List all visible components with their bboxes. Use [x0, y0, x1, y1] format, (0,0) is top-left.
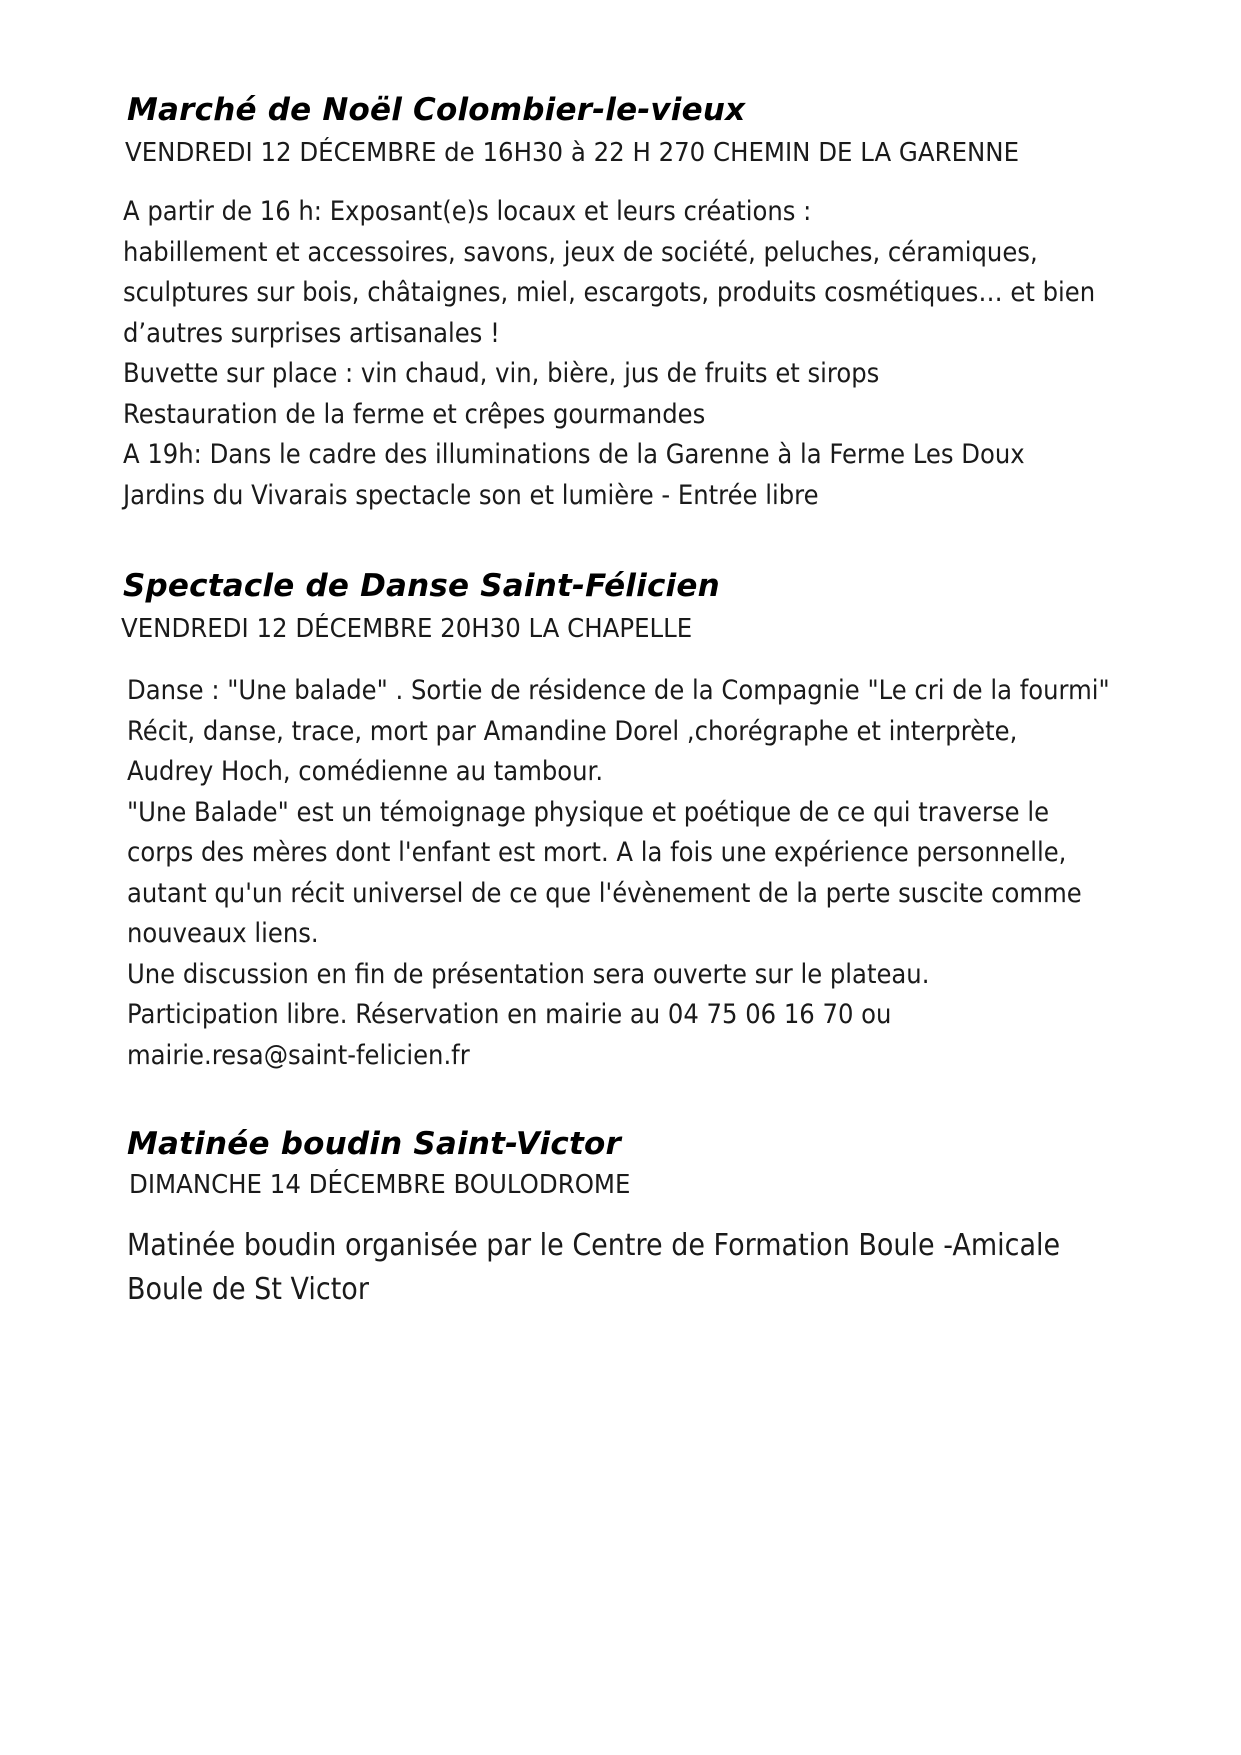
description-line: Jardins du Vivarais spectacle son et lumière - Entrée libre	[123, 479, 819, 511]
description-line: A 19h: Dans le cadre des illuminations de la Garenne à la Ferme Les Doux	[123, 439, 1025, 470]
description-line: Audrey Hoch, comédienne au tambour.	[127, 756, 604, 787]
description-line: Danse : "Une balade" . Sortie de résidence de la Compagnie "Le cri de la fourmi"	[127, 675, 1110, 706]
description-line: Participation libre. Réservation en mairie au 04 75 06 16 70 ou	[127, 999, 892, 1030]
event-date-location: VENDREDI 12 DÉCEMBRE de 16H30 à 22 H 270 CHEMIN DE LA GARENNE	[125, 138, 1020, 168]
description-line: mairie.resa@saint-felicien.fr	[127, 1039, 470, 1071]
description-line: A partir de 16 h: Exposant(e)s locaux et leurs créations :	[123, 196, 812, 227]
description-line: corps des mères dont l'enfant est mort. A la fois une expérience personnelle,	[127, 837, 1067, 868]
description-line: "Une Balade" est un témoignage physique et poétique de ce qui traverse le	[127, 796, 1050, 828]
description-line: sculptures sur bois, châtaignes, miel, escargots, produits cosmétiques… et bien	[123, 277, 1096, 308]
event-date-location: DIMANCHE 14 DÉCEMBRE BOULODROME	[129, 1170, 631, 1200]
event-title: Matinée boudin Saint-Victor	[127, 1126, 621, 1162]
description-line: Buvette sur place : vin chaud, vin, bière, jus de fruits et sirops	[123, 358, 880, 389]
description-line: Restauration de la ferme et crêpes gourmandes	[123, 398, 706, 430]
description-line: Matinée boudin organisée par le Centre de Formation Boule -Amicale	[127, 1228, 1061, 1263]
event-description	[127, 671, 1110, 1076]
description-line: Récit, danse, trace, mort par Amandine Dorel ,chorégraphe et interprète,	[127, 715, 1018, 747]
description-line: habillement et accessoires, savons, jeux de société, peluches, céramiques,	[123, 236, 1038, 268]
event-title: Marché de Noël Colombier-le-vieux	[127, 92, 746, 128]
description-line: d’autres surprises artisanales !	[123, 317, 500, 349]
event-title: Spectacle de Danse Saint-Félicien	[123, 568, 720, 604]
description-line: autant qu'un récit universel de ce que l'évènement de la perte suscite comme	[127, 877, 1082, 909]
description-line: nouveaux liens.	[127, 918, 319, 949]
event-description	[127, 1224, 1060, 1312]
description-line: Boule de St Victor	[127, 1272, 369, 1307]
description-line: Une discussion en fin de présentation sera ouverte sur le plateau.	[127, 958, 930, 990]
event-date-location: VENDREDI 12 DÉCEMBRE 20H30 LA CHAPELLE	[121, 614, 693, 644]
event-description	[123, 192, 1095, 516]
